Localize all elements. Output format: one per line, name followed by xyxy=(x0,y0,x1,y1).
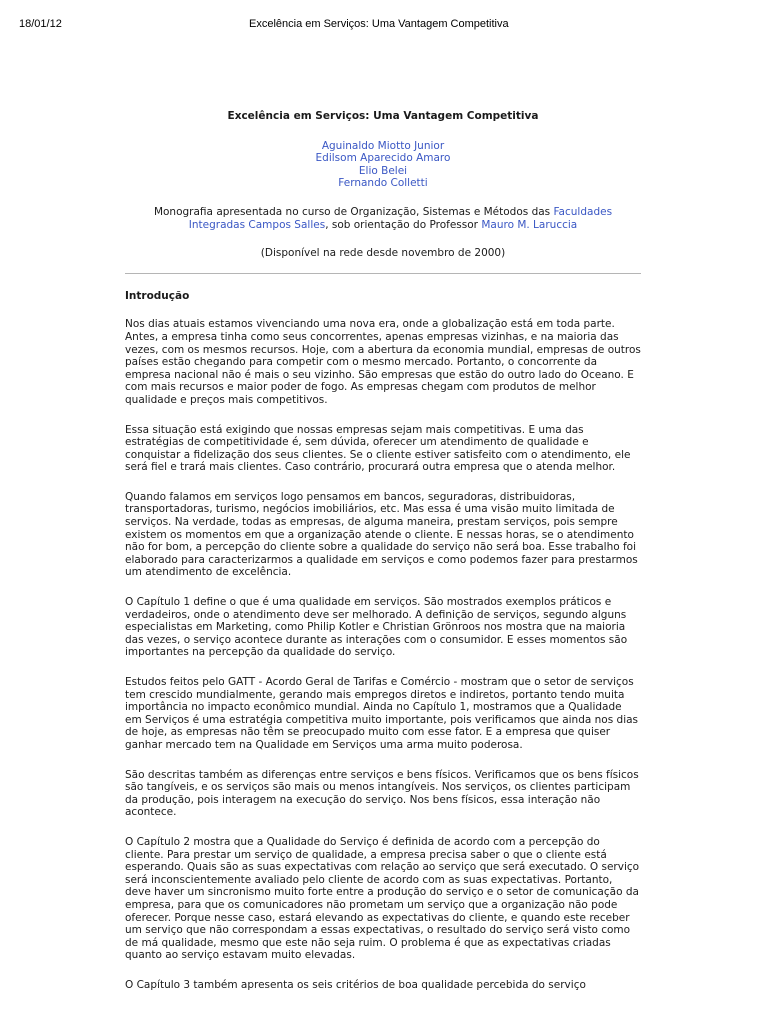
section-heading: Introdução xyxy=(125,289,190,302)
print-date: 18/01/12 xyxy=(19,18,62,30)
availability-note: (Disponível na rede desde novembro de 2000) xyxy=(260,247,506,260)
author-name[interactable]: Aguinaldo Miotto Junior xyxy=(321,139,445,152)
paragraph: Nos dias atuais estamos vivenciando uma nova era, onde a globalização está em toda parte. Antes, a empresa tinha como seus concorrentes, apenas empresas vizinhas, e na maioria das vezes, com os mesmos recursos. Hoje, com a abertura da economia mundial, empresas de outros países estão chegando para competir com o mesmo mercado. Portanto, o concorrente da empresa nacional não é mais o seu vizinho. São empresas que estão do outro lado do Oceano. E com mais recursos e maior poder de fogo. As empresas chegam com produtos de melhor qualidade e preços mais competitivos. xyxy=(125,318,641,406)
paragraph: O Capítulo 3 também apresenta os seis critérios de boa qualidade percebida do serviço xyxy=(125,978,586,991)
divider xyxy=(125,273,641,274)
monograph-note xyxy=(125,206,641,231)
paragraph: São descritas também as diferenças entre serviços e bens físicos. Verificamos que os bens físicos são tangíveis, e os serviços são mais ou menos intangíveis. Nos serviços, os clientes participam da produção, pois interagem na execução do serviço. Nos bens físicos, essa interação não acontece. xyxy=(125,768,639,819)
paragraph: O Capítulo 2 mostra que a Qualidade do Serviço é definida de acordo com a percepção do cliente. Para prestar um serviço de qualidade, a empresa precisa saber o que o cliente está esperando. Quais são as suas expectativas com relação ao serviço que será executado. O serviço será inconscientemente avaliado pelo cliente de acordo com as suas expectativas. Portanto, deve haver um sincronismo muito forte entre a produção do serviço e o setor de comunicação da empresa, para que os comunicadores não prometam um serviço que a organização não pode oferecer. Porque nesse caso, estará elevando as expectativas do cliente, e quando este receber um serviço que não correspondam a essas expectativas, o resultado do serviço será visto como de má qualidade, mesmo que este não seja ruim. O problema é que as expectativas criadas quanto ao serviço estavam muito elevadas. xyxy=(125,835,640,962)
author-name[interactable]: Edilsom Aparecido Amaro xyxy=(315,152,451,165)
monograph-middle: , sob orientação do Professor xyxy=(325,218,482,231)
document-body xyxy=(125,110,641,991)
paragraph: Quando falamos em serviços logo pensamos em bancos, seguradoras, distribuidoras, transportadoras, turismo, negócios imobiliários, etc. Mas essa é uma visão muito limitada de serviços. Na verdade, todas as empresas, de alguma maneira, prestam serviços, pois sempre existem os momentos em que a organização atende o cliente. E nessas horas, se o atendimento não for bom, a percepção do cliente sobre a qualidade do serviço não será boa. Esse trabalho foi elaborado para caracterizarmos a qualidade em serviços e como podemos fazer para prestarmos um atendimento de excelência. xyxy=(125,490,638,579)
author-list xyxy=(125,140,641,190)
advisor-link[interactable]: Mauro M. Laruccia xyxy=(481,218,578,231)
monograph-prefix: Monografia apresentada no curso de Organização, Sistemas e Métodos das xyxy=(153,205,554,218)
paragraph: O Capítulo 1 define o que é uma qualidade em serviços. São mostrados exemplos práticos e verdadeiros, onde o atendimento deve ser melhorado. A definição de serviços, segundo alguns especialistas em Marketing, como Philip Kotler e Christian Grönroos nos mostra que na maioria das vezes, o serviço acontece durante as interações com o consumidor. E esses momentos são importantes na percepção da qualidade do serviço. xyxy=(125,596,628,659)
author-name[interactable]: Fernando Colletti xyxy=(338,177,428,190)
paragraph: Essa situação está exigindo que nossas empresas sejam mais competitivas. E uma das estratégias de competitividade é, sem dúvida, oferecer um atendimento de qualidade e conquistar a fidelização dos seus clientes. Se o cliente estiver satisfeito com o atendimento, ele será fiel e trará mais clientes. Caso contrário, procurará outra empresa que o atenda melhor. xyxy=(125,423,631,474)
paragraph: Estudos feitos pelo GATT - Acordo Geral de Tarifas e Comércio - mostram que o setor de serviços tem crescido mundialmente, gerando mais empregos diretos e indiretos, portanto tendo muita importância no impacto econômico mundial. Ainda no Capítulo 1, mostramos que a Qualidade em Serviços é uma estratégia competitiva muito importante, pois verificamos que ainda nos dias de hoje, as empresas não têm se preocupado muito com esse fator. E a empresa que quiser ganhar mercado tem na Qualidade em Serviços uma arma muito poderosa. xyxy=(125,676,639,751)
print-page-title: Excelência em Serviços: Uma Vantagem Competitiva xyxy=(249,18,509,30)
document-title: Excelência em Serviços: Uma Vantagem Competitiva xyxy=(227,110,539,122)
author-name[interactable]: Elio Belei xyxy=(358,164,408,177)
faculty-link[interactable]: Faculdades Integradas Campos Salles xyxy=(188,205,613,231)
